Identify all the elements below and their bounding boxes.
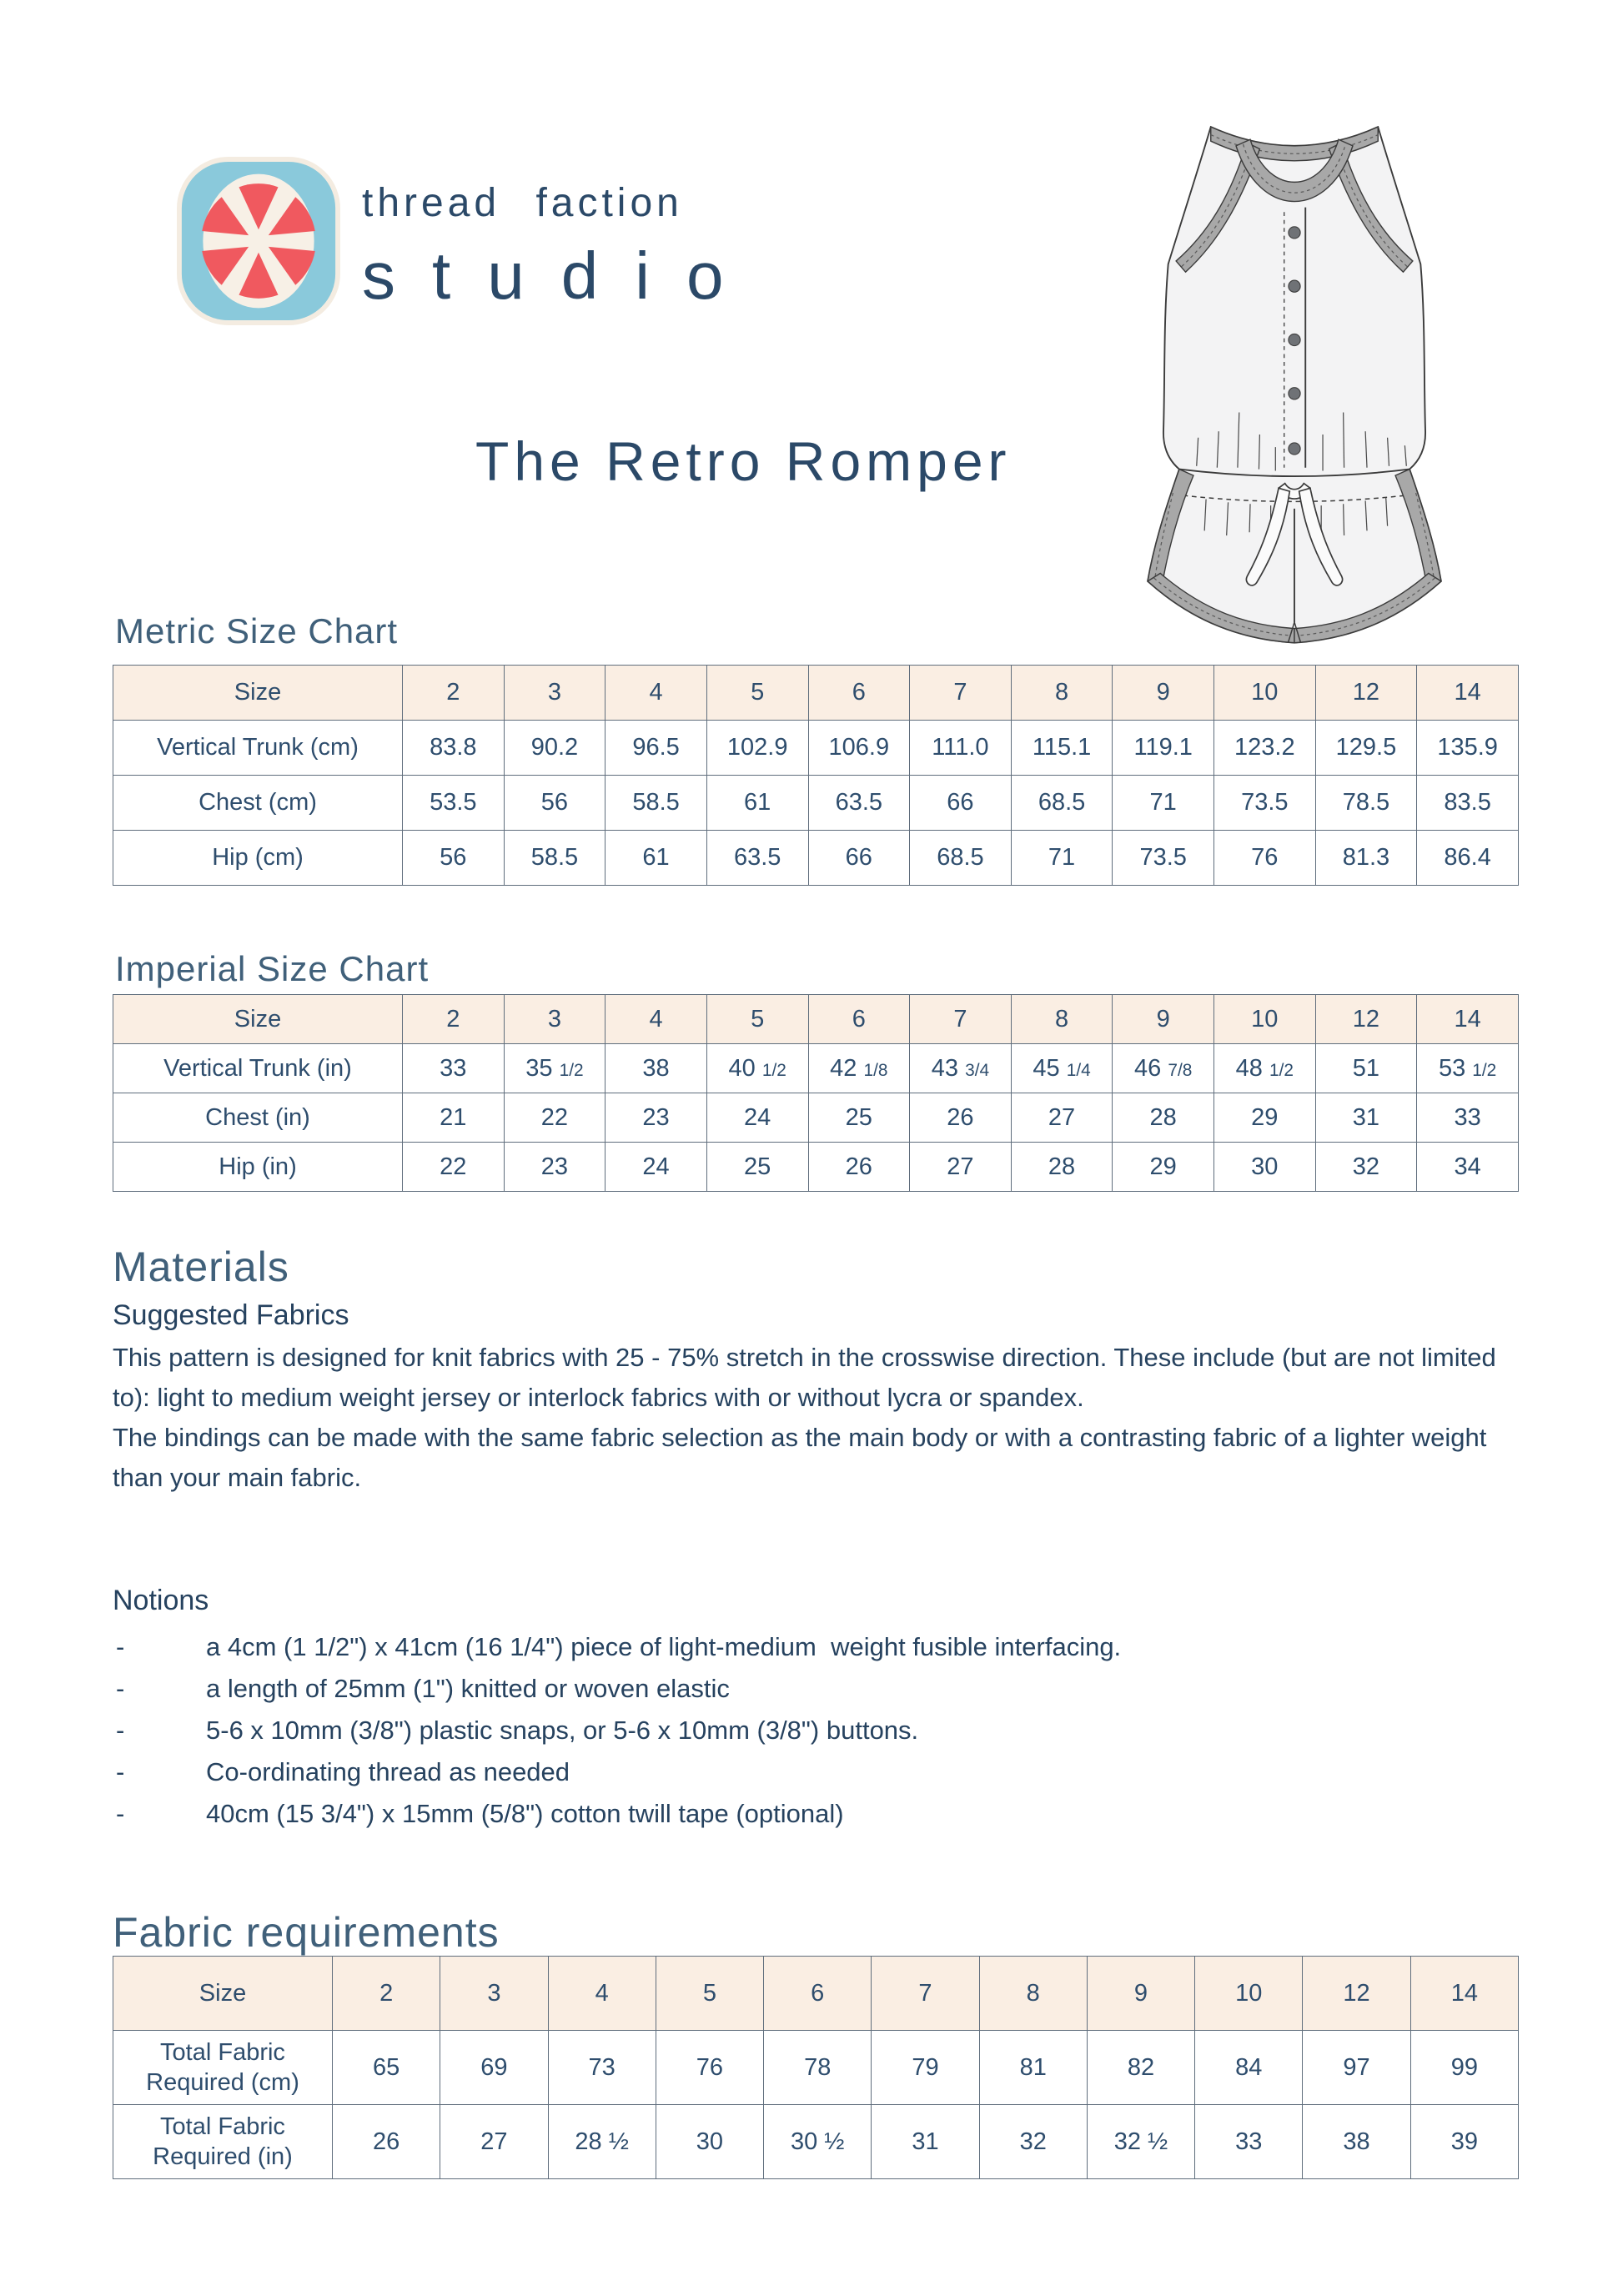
table-cell: 129.5 (1315, 721, 1417, 776)
notions-heading: Notions (113, 1585, 209, 1616)
size-column-header: 12 (1315, 995, 1417, 1044)
table-cell: 30 (1214, 1143, 1316, 1192)
table-cell: 26 (808, 1143, 910, 1192)
fabrics-paragraph: This pattern is designed for knit fabrics with 25 - 75% stretch in the crosswise direction. These include (but are not limited to): light to medium weight jersey or interlock fabrics with or without lycra or spandex. (113, 1343, 1496, 1412)
notions-list (116, 1626, 1534, 1835)
size-column-header: 3 (504, 995, 605, 1044)
table-cell: 83.5 (1417, 776, 1519, 831)
table-cell: 97 (1303, 2031, 1410, 2105)
table-cell: 56 (403, 831, 505, 886)
table-cell: 84 (1195, 2031, 1303, 2105)
imperial-size-chart-table (113, 994, 1519, 1192)
size-column-header: 5 (706, 666, 808, 721)
table-cell: 115.1 (1011, 721, 1113, 776)
table-cell: 31 (1315, 1093, 1417, 1143)
table-cell: 29 (1113, 1143, 1214, 1192)
table-cell: 45 1/4 (1011, 1044, 1113, 1093)
table-cell: 28 ½ (548, 2105, 656, 2179)
size-column-header: 4 (605, 995, 707, 1044)
table-cell: 51 (1315, 1044, 1417, 1093)
size-column-header: 2 (333, 1957, 440, 2031)
table-cell: 61 (605, 831, 707, 886)
table-cell: 26 (910, 1093, 1012, 1143)
size-column-header: 9 (1087, 1957, 1194, 2031)
table-cell: 73.5 (1214, 776, 1316, 831)
table-cell: 32 (979, 2105, 1087, 2179)
table-cell: 53.5 (403, 776, 505, 831)
table-cell: 24 (605, 1143, 707, 1192)
table-cell: 68.5 (1011, 776, 1113, 831)
size-column-header: 5 (706, 995, 808, 1044)
size-column-header: 14 (1417, 666, 1519, 721)
row-label: Total Fabric Required (in) (113, 2105, 333, 2179)
size-column-header: 6 (808, 995, 910, 1044)
romper-flat-sketch (1128, 100, 1461, 652)
fabric-requirements-table (113, 1956, 1519, 2179)
size-column-header: 9 (1113, 666, 1214, 721)
table-cell: 90.2 (504, 721, 605, 776)
table-cell: 58.5 (504, 831, 605, 886)
table-cell: 27 (1011, 1093, 1113, 1143)
table-cell: 31 (872, 2105, 979, 2179)
table-cell: 78 (764, 2031, 872, 2105)
table-cell: 119.1 (1113, 721, 1214, 776)
bindings-paragraph: The bindings can be made with the same fabric selection as the main body or with a contrasting fabric of a lighter weight than your main fabric. (113, 1423, 1487, 1492)
table-cell: 63.5 (808, 776, 910, 831)
table-cell: 22 (403, 1143, 505, 1192)
table-cell: 29 (1214, 1093, 1316, 1143)
fraction: 1/2 (559, 1060, 584, 1080)
table-cell: 40 1/2 (706, 1044, 808, 1093)
table-header-row (113, 1957, 1519, 2031)
notions-item-text: a 4cm (1 1/2") x 41cm (16 1/4") piece of light-medium weight fusible interfacing. (206, 1632, 1122, 1661)
table-cell: 32 (1315, 1143, 1417, 1192)
table-cell: 46 7/8 (1113, 1044, 1214, 1093)
notions-item-text: a length of 25mm (1") knitted or woven elastic (206, 1674, 730, 1703)
table-row (113, 831, 1519, 886)
size-column-header: 6 (808, 666, 910, 721)
table-cell: 35 1/2 (504, 1044, 605, 1093)
table-cell: 25 (706, 1143, 808, 1192)
table-cell: 81.3 (1315, 831, 1417, 886)
brand-name-line2: studio (362, 239, 761, 313)
size-column-header: 8 (1011, 666, 1113, 721)
materials-heading: Materials (113, 1243, 289, 1290)
table-header-row (113, 666, 1519, 721)
fraction: 1/8 (863, 1060, 888, 1080)
size-column-header: 3 (440, 1957, 548, 2031)
size-column-header: 2 (403, 666, 505, 721)
page-title: The Retro Romper (475, 430, 1012, 492)
table-cell: 63.5 (706, 831, 808, 886)
table-cell: 79 (872, 2031, 979, 2105)
citrus-slice-icon (177, 157, 340, 325)
table-header-row (113, 995, 1519, 1044)
table-cell: 28 (1011, 1143, 1113, 1192)
list-dash-marker: - (116, 1632, 125, 1661)
table-row (113, 1044, 1519, 1093)
table-cell: 71 (1113, 776, 1214, 831)
table-cell: 73 (548, 2031, 656, 2105)
table-cell: 78.5 (1315, 776, 1417, 831)
row-label: Hip (cm) (113, 831, 403, 886)
list-dash-marker: - (116, 1757, 125, 1786)
table-cell: 61 (706, 776, 808, 831)
table-cell: 86.4 (1417, 831, 1519, 886)
size-header-cell: Size (113, 666, 403, 721)
table-row (113, 1093, 1519, 1143)
size-column-header: 5 (656, 1957, 763, 2031)
brand-logo (177, 157, 760, 325)
table-cell: 66 (910, 776, 1012, 831)
table-cell: 123.2 (1214, 721, 1316, 776)
size-column-header: 12 (1303, 1957, 1410, 2031)
table-cell: 106.9 (808, 721, 910, 776)
table-cell: 65 (333, 2031, 440, 2105)
size-column-header: 7 (910, 995, 1012, 1044)
row-label: Chest (cm) (113, 776, 403, 831)
list-dash-marker: - (116, 1799, 125, 1828)
fraction: 7/8 (1168, 1060, 1193, 1080)
table-cell: 23 (605, 1093, 707, 1143)
table-cell: 102.9 (706, 721, 808, 776)
fabric-requirements-heading: Fabric requirements (113, 1909, 500, 1956)
size-column-header: 9 (1113, 995, 1214, 1044)
table-cell: 24 (706, 1093, 808, 1143)
table-cell: 26 (333, 2105, 440, 2179)
table-cell: 43 3/4 (910, 1044, 1012, 1093)
table-row (113, 2031, 1519, 2105)
size-column-header: 7 (910, 666, 1012, 721)
metric-size-chart-table (113, 665, 1519, 886)
table-cell: 76 (656, 2031, 763, 2105)
row-label: Vertical Trunk (in) (113, 1044, 403, 1093)
size-column-header: 8 (1011, 995, 1113, 1044)
table-cell: 38 (605, 1044, 707, 1093)
table-cell: 38 (1303, 2105, 1410, 2179)
table-row (113, 1143, 1519, 1192)
table-row (113, 776, 1519, 831)
size-column-header: 14 (1417, 995, 1519, 1044)
size-column-header: 10 (1214, 666, 1316, 721)
notions-item (116, 1751, 1534, 1793)
fraction: 1/2 (1472, 1060, 1497, 1080)
size-header-cell: Size (113, 1957, 333, 2031)
table-cell: 42 1/8 (808, 1044, 910, 1093)
size-column-header: 12 (1315, 666, 1417, 721)
table-cell: 73.5 (1113, 831, 1214, 886)
table-cell: 23 (504, 1143, 605, 1192)
table-row (113, 721, 1519, 776)
notions-item (116, 1668, 1534, 1710)
list-dash-marker: - (116, 1716, 125, 1745)
table-cell: 71 (1011, 831, 1113, 886)
size-column-header: 6 (764, 1957, 872, 2031)
table-row (113, 2105, 1519, 2179)
notions-item (116, 1793, 1534, 1835)
suggested-fabrics-text (113, 1338, 1514, 1498)
table-cell: 82 (1087, 2031, 1194, 2105)
notions-item-text: Co-ordinating thread as needed (206, 1757, 570, 1786)
size-column-header: 2 (403, 995, 505, 1044)
suggested-fabrics-subheading: Suggested Fabrics (113, 1299, 349, 1331)
metric-chart-heading: Metric Size Chart (115, 611, 399, 651)
table-cell: 66 (808, 831, 910, 886)
imperial-chart-heading: Imperial Size Chart (115, 949, 430, 988)
table-cell: 33 (1417, 1093, 1519, 1143)
notions-item (116, 1710, 1534, 1751)
table-cell: 32 ½ (1087, 2105, 1194, 2179)
table-cell: 22 (504, 1093, 605, 1143)
row-label: Chest (in) (113, 1093, 403, 1143)
table-cell: 30 (656, 2105, 763, 2179)
table-cell: 21 (403, 1093, 505, 1143)
table-cell: 111.0 (910, 721, 1012, 776)
table-cell: 27 (440, 2105, 548, 2179)
size-column-header: 4 (548, 1957, 656, 2031)
table-cell: 81 (979, 2031, 1087, 2105)
size-column-header: 7 (872, 1957, 979, 2031)
table-cell: 83.8 (403, 721, 505, 776)
fraction: 3/4 (965, 1060, 990, 1080)
table-cell: 25 (808, 1093, 910, 1143)
fraction: 1/4 (1066, 1060, 1091, 1080)
notions-item-text: 5-6 x 10mm (3/8") plastic snaps, or 5-6 x 10mm (3/8") buttons. (206, 1716, 919, 1745)
notions-item (116, 1626, 1534, 1668)
table-cell: 33 (1195, 2105, 1303, 2179)
table-cell: 68.5 (910, 831, 1012, 886)
table-cell: 58.5 (605, 776, 707, 831)
table-cell: 39 (1410, 2105, 1518, 2179)
fraction: 1/2 (761, 1060, 786, 1080)
table-cell: 56 (504, 776, 605, 831)
row-label: Hip (in) (113, 1143, 403, 1192)
size-column-header: 3 (504, 666, 605, 721)
size-column-header: 8 (979, 1957, 1087, 2031)
size-column-header: 4 (605, 666, 707, 721)
notions-item-text: 40cm (15 3/4") x 15mm (5/8") cotton twill tape (optional) (206, 1799, 844, 1828)
table-cell: 33 (403, 1044, 505, 1093)
size-header-cell: Size (113, 995, 403, 1044)
table-cell: 53 1/2 (1417, 1044, 1519, 1093)
table-cell: 96.5 (605, 721, 707, 776)
list-dash-marker: - (116, 1674, 125, 1703)
table-cell: 48 1/2 (1214, 1044, 1316, 1093)
table-cell: 76 (1214, 831, 1316, 886)
brand-name-line1: thread faction (362, 181, 683, 225)
size-column-header: 10 (1195, 1957, 1303, 2031)
row-label: Total Fabric Required (cm) (113, 2031, 333, 2105)
size-column-header: 10 (1214, 995, 1316, 1044)
table-cell: 69 (440, 2031, 548, 2105)
table-cell: 28 (1113, 1093, 1214, 1143)
row-label: Vertical Trunk (cm) (113, 721, 403, 776)
size-column-header: 14 (1410, 1957, 1518, 2031)
table-cell: 34 (1417, 1143, 1519, 1192)
fraction: 1/2 (1269, 1060, 1294, 1080)
table-cell: 27 (910, 1143, 1012, 1192)
table-cell: 30 ½ (764, 2105, 872, 2179)
table-cell: 99 (1410, 2031, 1518, 2105)
table-cell: 135.9 (1417, 721, 1519, 776)
